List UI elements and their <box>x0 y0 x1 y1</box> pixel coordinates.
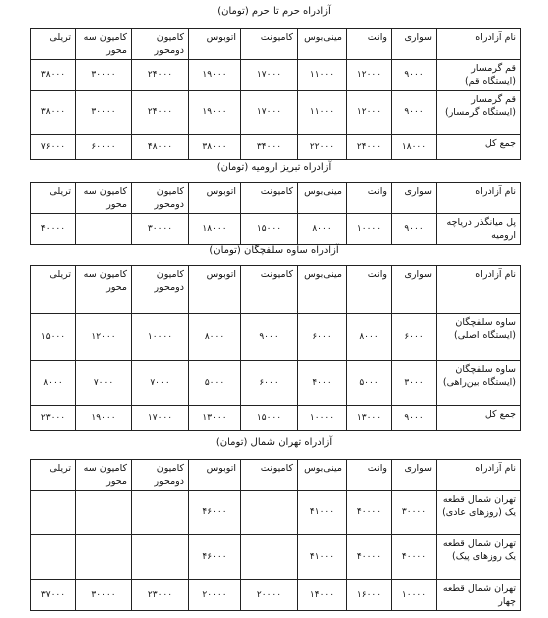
table-header-row <box>31 460 521 491</box>
column-header: کامیون سه محور <box>76 183 132 214</box>
column-header: مینی‌بوس <box>298 29 347 60</box>
column-header: اتوبوس <box>189 460 241 491</box>
table-cell: ۹۰۰۰ <box>392 214 437 245</box>
column-header: اتوبوس <box>189 266 241 314</box>
table-caption: آزادراه تبریز ارومیه (تومان) <box>216 162 332 173</box>
column-header: نام آزادراه <box>437 183 521 214</box>
table-cell: ۴۸۰۰۰ <box>132 135 189 160</box>
column-header: اتوبوس <box>189 29 241 60</box>
column-header: کامیونت <box>241 183 298 214</box>
table-header-row <box>31 266 521 314</box>
table-cell: ۴۰۰۰۰ <box>31 214 76 245</box>
table-cell: ۱۷۰۰۰ <box>241 60 298 91</box>
toll-table <box>30 265 521 431</box>
table-caption: آزادراه ساوه سلفچگان (تومان) <box>209 245 339 256</box>
table-cell: ۳۰۰۰۰ <box>76 60 132 91</box>
table-row <box>31 214 521 245</box>
table-row <box>31 314 521 361</box>
column-header: نام آزادراه <box>437 266 521 314</box>
table-cell <box>76 214 132 245</box>
column-header: سواری <box>392 266 437 314</box>
table-cell: ۱۰۰۰۰ <box>392 580 437 611</box>
table-cell: ۳۰۰۰۰ <box>392 491 437 535</box>
column-header: وانت <box>347 29 392 60</box>
column-header: کامیون دومحور <box>132 29 189 60</box>
column-header: کامیون دومحور <box>132 460 189 491</box>
table-row <box>31 580 521 611</box>
column-header: وانت <box>347 183 392 214</box>
table-cell: ۵۰۰۰ <box>347 361 392 406</box>
column-header: تریلی <box>31 183 76 214</box>
table-cell: ۳۸۰۰۰ <box>31 60 76 91</box>
toll-table <box>30 459 521 611</box>
table-cell: ۸۰۰۰ <box>298 214 347 245</box>
table-cell: ۲۳۰۰۰ <box>132 580 189 611</box>
table-caption: آزادراه حرم تا حرم (تومان) <box>217 6 331 17</box>
table-cell: ۱۵۰۰۰ <box>241 214 298 245</box>
table-cell: ۴۱۰۰۰ <box>298 491 347 535</box>
table-row <box>31 135 521 160</box>
table-row <box>31 91 521 135</box>
row-name: ساوه سلفچگان (ایستگاه بین‌راهی) <box>437 361 521 406</box>
table-cell: ۹۰۰۰ <box>241 314 298 361</box>
table-cell: ۴۰۰۰ <box>298 361 347 406</box>
table-cell: ۱۹۰۰۰ <box>76 406 132 431</box>
table-cell: ۴۶۰۰۰ <box>189 535 241 580</box>
column-header: کامیونت <box>241 460 298 491</box>
column-header: وانت <box>347 266 392 314</box>
table-cell <box>31 535 76 580</box>
table-cell: ۴۰۰۰۰ <box>347 491 392 535</box>
column-header: تریلی <box>31 29 76 60</box>
table-row <box>31 406 521 431</box>
table-cell: ۳۷۰۰۰ <box>31 580 76 611</box>
table-cell: ۴۰۰۰۰ <box>347 535 392 580</box>
table-cell: ۶۰۰۰ <box>392 314 437 361</box>
table-cell: ۱۱۰۰۰ <box>298 60 347 91</box>
column-header: اتوبوس <box>189 183 241 214</box>
table-header-row <box>31 183 521 214</box>
table-row <box>31 60 521 91</box>
table-cell: ۱۲۰۰۰ <box>347 91 392 135</box>
table-cell: ۶۰۰۰۰ <box>76 135 132 160</box>
table-cell: ۹۰۰۰ <box>392 406 437 431</box>
row-name: جمع کل <box>437 135 521 160</box>
table-cell: ۷۶۰۰۰ <box>31 135 76 160</box>
table-cell: ۱۵۰۰۰ <box>31 314 76 361</box>
column-header: سواری <box>392 29 437 60</box>
table-caption: آزادراه تهران شمال (تومان) <box>215 437 333 448</box>
table-cell: ۱۷۰۰۰ <box>241 91 298 135</box>
table-cell: ۱۰۰۰۰ <box>132 314 189 361</box>
column-header: مینی‌بوس <box>298 266 347 314</box>
table-cell: ۶۰۰۰ <box>241 361 298 406</box>
table-cell: ۴۰۰۰۰ <box>392 535 437 580</box>
table-cell <box>241 491 298 535</box>
column-header: سواری <box>392 460 437 491</box>
table-row <box>31 535 521 580</box>
table-cell <box>76 535 132 580</box>
column-header: تریلی <box>31 266 76 314</box>
table-cell: ۲۰۰۰۰ <box>241 580 298 611</box>
table-cell: ۹۰۰۰ <box>392 91 437 135</box>
row-name: تهران شمال قطعه چهار <box>437 580 521 611</box>
table-cell: ۲۴۰۰۰ <box>347 135 392 160</box>
table-cell: ۶۰۰۰ <box>298 314 347 361</box>
column-header: نام آزادراه <box>437 29 521 60</box>
row-name: پل میانگذر دریاچه ارومیه <box>437 214 521 245</box>
column-header: نام آزادراه <box>437 460 521 491</box>
toll-table <box>30 182 521 245</box>
table-cell: ۱۹۰۰۰ <box>189 91 241 135</box>
table-cell <box>241 535 298 580</box>
column-header: تریلی <box>31 460 76 491</box>
table-cell: ۳۰۰۰ <box>392 361 437 406</box>
table-cell: ۵۰۰۰ <box>189 361 241 406</box>
table-row <box>31 491 521 535</box>
table-cell: ۲۰۰۰۰ <box>189 580 241 611</box>
row-name: تهران شمال قطعه یک روزهای پیک) <box>437 535 521 580</box>
table-cell: ۸۰۰۰ <box>347 314 392 361</box>
column-header: کامیون دومحور <box>132 266 189 314</box>
table-cell: ۴۱۰۰۰ <box>298 535 347 580</box>
table-cell <box>132 535 189 580</box>
table-cell: ۳۸۰۰۰ <box>189 135 241 160</box>
row-name: جمع کل <box>437 406 521 431</box>
table-cell: ۱۲۰۰۰ <box>76 314 132 361</box>
table-cell: ۲۴۰۰۰ <box>132 91 189 135</box>
table-cell <box>132 491 189 535</box>
table-cell <box>31 491 76 535</box>
table-cell: ۱۳۰۰۰ <box>347 406 392 431</box>
table-cell: ۸۰۰۰ <box>31 361 76 406</box>
table-cell: ۱۷۰۰۰ <box>132 406 189 431</box>
column-header: کامیونت <box>241 29 298 60</box>
column-header: کامیون سه محور <box>76 266 132 314</box>
table-cell: ۱۲۰۰۰ <box>347 60 392 91</box>
column-header: کامیونت <box>241 266 298 314</box>
table-cell: ۳۰۰۰۰ <box>76 580 132 611</box>
table-cell: ۲۴۰۰۰ <box>132 60 189 91</box>
table-cell: ۱۳۰۰۰ <box>189 406 241 431</box>
column-header: کامیون دومحور <box>132 183 189 214</box>
table-cell: ۳۴۰۰۰ <box>241 135 298 160</box>
toll-table <box>30 28 521 160</box>
row-name: قم گرمسار (ایستگاه گرمسار) <box>437 91 521 135</box>
row-name: تهران شمال قطعه یک (روزهای عادی) <box>437 491 521 535</box>
table-cell: ۱۹۰۰۰ <box>189 60 241 91</box>
table-cell: ۲۲۰۰۰ <box>298 135 347 160</box>
column-header: مینی‌بوس <box>298 460 347 491</box>
column-header: سواری <box>392 183 437 214</box>
table-cell: ۱۰۰۰۰ <box>298 406 347 431</box>
table-cell: ۲۳۰۰۰ <box>31 406 76 431</box>
table-cell: ۱۴۰۰۰ <box>298 580 347 611</box>
table-cell: ۷۰۰۰ <box>132 361 189 406</box>
table-cell: ۱۶۰۰۰ <box>347 580 392 611</box>
table-cell: ۱۰۰۰۰ <box>347 214 392 245</box>
table-header-row <box>31 29 521 60</box>
row-name: قم گرمسار (ایستگاه قم) <box>437 60 521 91</box>
table-cell: ۳۰۰۰۰ <box>132 214 189 245</box>
table-cell: ۱۱۰۰۰ <box>298 91 347 135</box>
table-cell: ۴۶۰۰۰ <box>189 491 241 535</box>
table-cell: ۳۸۰۰۰ <box>31 91 76 135</box>
column-header: کامیون سه محور <box>76 460 132 491</box>
column-header: کامیون سه محور <box>76 29 132 60</box>
column-header: مینی‌بوس <box>298 183 347 214</box>
table-cell: ۸۰۰۰ <box>189 314 241 361</box>
table-cell: ۷۰۰۰ <box>76 361 132 406</box>
table-cell <box>76 491 132 535</box>
table-cell: ۱۸۰۰۰ <box>189 214 241 245</box>
row-name: ساوه سلفچگان (ایستگاه اصلی) <box>437 314 521 361</box>
table-cell: ۹۰۰۰ <box>392 60 437 91</box>
table-cell: ۳۰۰۰۰ <box>76 91 132 135</box>
table-cell: ۱۵۰۰۰ <box>241 406 298 431</box>
column-header: وانت <box>347 460 392 491</box>
table-row <box>31 361 521 406</box>
table-cell: ۱۸۰۰۰ <box>392 135 437 160</box>
